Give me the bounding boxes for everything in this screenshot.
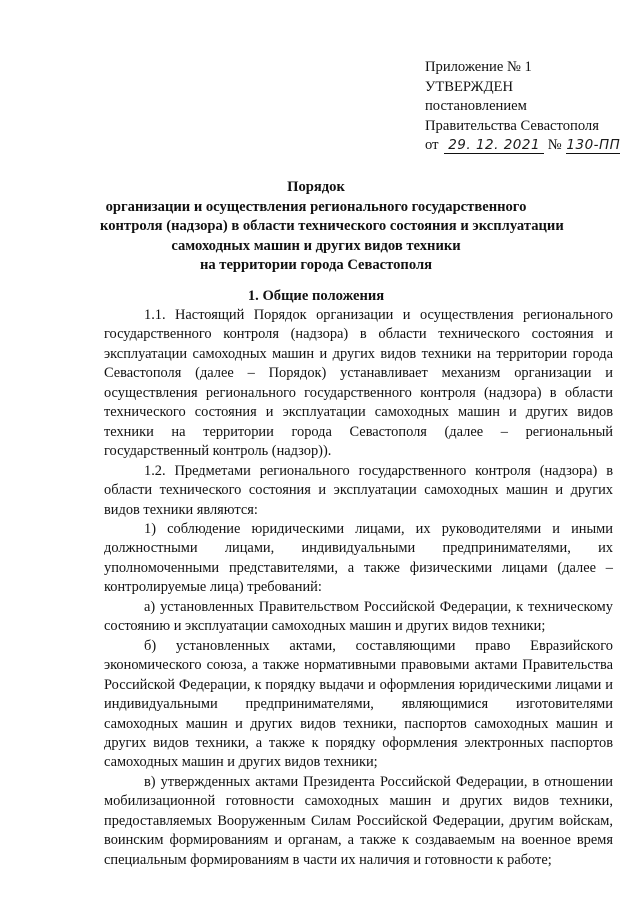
handwritten-number: 130-ПП	[566, 137, 621, 153]
section-heading: 1. Общие положения	[247, 288, 385, 304]
approval-number-label: №	[547, 137, 562, 153]
title-line-5: на территории города Севастополя	[199, 257, 433, 273]
paragraph-item-a: а) установленных Правительством Российской Федерации, к техническому состоянию и эксплуатации самоходных машин и других видов техники;	[104, 598, 613, 635]
paragraph-item-1: 1) соблюдение юридическими лицами, их руководителями и иными должностными лицами, индивидуальными предпринимателями, их уполномоченными представителями, а также физическими лицами (далее – контролируемые лица) требований:	[104, 520, 613, 596]
title-line-2: организации и осуществления регионального государственного	[105, 198, 527, 215]
approval-appendix-label: Приложение № 1	[425, 59, 532, 75]
title-line-3: контроля (надзора) в области технического состояния и эксплуатации	[100, 218, 564, 234]
approval-block	[425, 58, 630, 156]
paragraph-1-2: 1.2. Предметами регионального государственного контроля (надзора) в области технического состояния и эксплуатации самоходных машин и других видов техники являются:	[104, 462, 613, 518]
approval-date-number-row	[425, 136, 630, 156]
approval-approved-label: УТВЕРЖДЕН	[425, 78, 513, 95]
approval-from-label: от	[425, 137, 439, 153]
handwritten-date: 29. 12. 2021	[444, 138, 544, 154]
approval-government-label: Правительства Севастополя	[425, 117, 599, 134]
paragraph-item-v: в) утвержденных актами Президента Российской Федерации, в отношении мобилизационной готовности самоходных машин и других видов техники, предоставляемых Вооруженным Силам Российской Федерации, другим войскам, воинским формированиям и органам, а также к создаваемым на военное время специальным формированиям в части их наличия и готовности к работе;	[104, 773, 613, 868]
document-title	[100, 178, 564, 276]
paragraph-item-b: б) установленных актами, составляющими право Евразийского экономического союза, а также нормативными правовыми актами Правительства Российской Федерации, к порядку выдачи и оформления юридическими лицами и индивидуальными предпринимателями, являющимися изготовителями самоходных машин и других видов техники, паспортов самоходных машин и других видов техники, а также к порядку оформления электронных паспортов самоходных машин и других видов техники;	[104, 637, 613, 771]
title-line-4: самоходных машин и других видов техники	[171, 237, 461, 254]
title-line-1: Порядок	[287, 179, 345, 195]
document-body	[104, 306, 613, 870]
approval-resolution-label: постановлением	[425, 98, 527, 114]
paragraph-1-1: 1.1. Настоящий Порядок организации и осуществления регионального государственного контроля (надзора) в области технического состояния и эксплуатации самоходных машин и других видов техники на территории города Севастополя (далее – Порядок) устанавливает механизм организации и осуществления регионального государственного контроля (надзора) в области технического состояния и эксплуатации самоходных машин и других видов техники на территории города Севастополя (далее – региональный государственный контроль (надзор)).	[104, 307, 613, 460]
